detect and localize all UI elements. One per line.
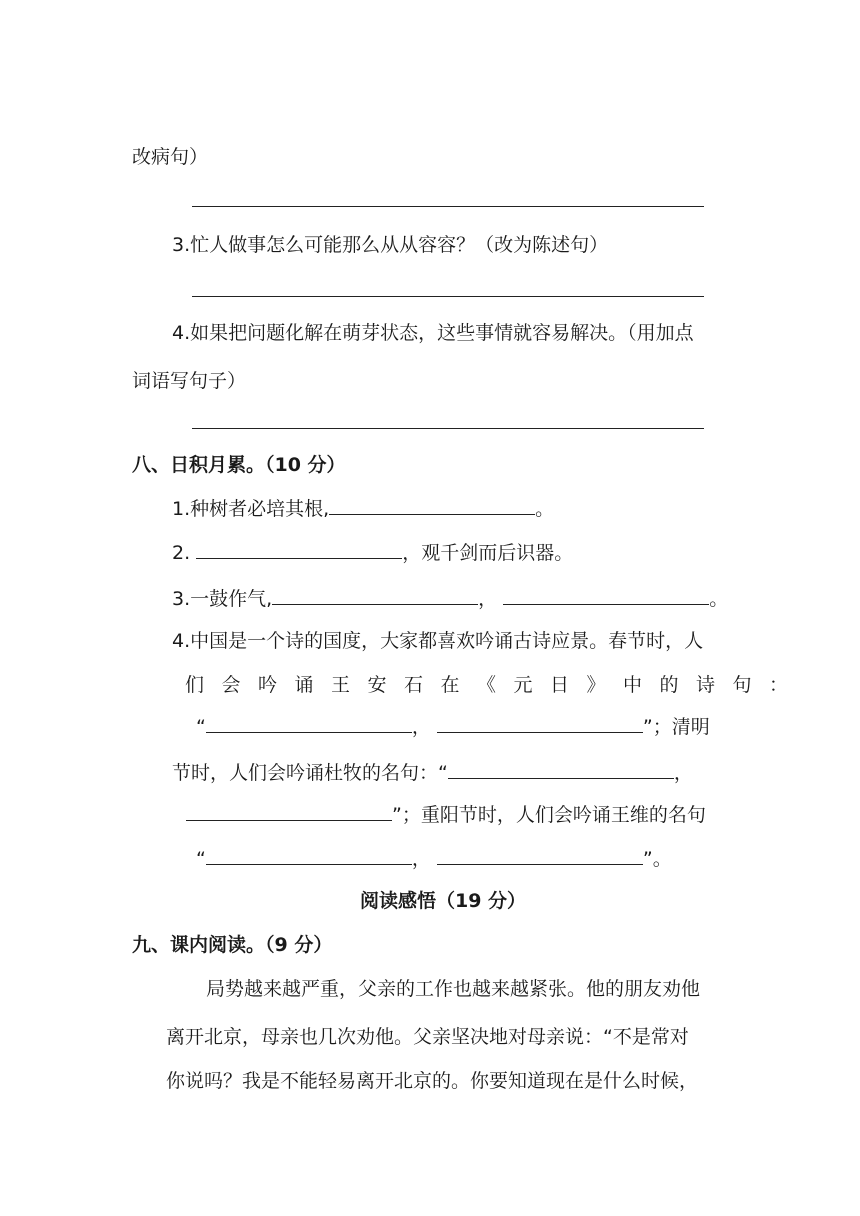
fill-blank[interactable] xyxy=(196,540,402,559)
fill-blank[interactable] xyxy=(437,714,643,733)
item-4-line3 xyxy=(196,714,710,740)
comma: ， xyxy=(673,762,693,784)
fill-blank[interactable] xyxy=(503,586,709,605)
item-2-text: ，观千剑而后识器。 xyxy=(402,542,574,564)
passage-line-1: 局势越来越严重，父亲的工作也越来越紧张。他的朋友劝他 xyxy=(206,978,701,1000)
q7-tail-line: 改病句） xyxy=(132,146,209,168)
answer-line[interactable] xyxy=(192,428,704,429)
open-quote: “ xyxy=(196,716,206,738)
passage-line-2: 离开北京，母亲也几次劝他。父亲坚决地对母亲说：“不是常对 xyxy=(166,1026,689,1048)
close-quote: ”。 xyxy=(642,848,672,870)
section-8-heading: 八、日积月累。（10 分） xyxy=(132,454,346,476)
reading-section-title: 阅读感悟（19 分） xyxy=(360,890,527,912)
item-1 xyxy=(172,496,554,522)
item-4-text: ”；清明 xyxy=(642,716,710,738)
item-2 xyxy=(172,540,573,566)
item-3 xyxy=(172,586,728,612)
answer-line[interactable] xyxy=(192,296,704,297)
item-4-line2: 们会吟诵王安石在《元日》中的诗句： xyxy=(185,674,806,696)
item-4-line5 xyxy=(186,802,706,828)
question-4-line1: 4.如果把问题化解在萌芽状态，这些事情就容易解决。（用加点 xyxy=(172,322,694,344)
fill-blank[interactable] xyxy=(206,846,412,865)
item-4-line6 xyxy=(196,846,672,872)
item-3-text: 3.一鼓作气, xyxy=(172,588,273,610)
fill-blank[interactable] xyxy=(329,496,535,515)
section-9-heading: 九、课内阅读。（9 分） xyxy=(132,934,333,956)
item-4-text: 节时，人们会吟诵杜牧的名句：“ xyxy=(172,762,448,784)
item-4-text: ”；重阳节时，人们会吟诵王维的名句 xyxy=(392,804,706,826)
passage-line-3: 你说吗？我是不能轻易离开北京的。你要知道现在是什么时候， xyxy=(166,1070,699,1092)
fill-blank[interactable] xyxy=(448,760,674,779)
comma: ， xyxy=(411,716,431,738)
period: 。 xyxy=(709,588,729,610)
comma: ， xyxy=(411,848,431,870)
item-4-line1: 4.中国是一个诗的国度，大家都喜欢吟诵古诗应景。春节时，人 xyxy=(172,630,704,652)
fill-blank[interactable] xyxy=(437,846,643,865)
question-4-line2: 词语写句子） xyxy=(132,370,247,392)
item-2-number: 2. xyxy=(172,542,191,564)
fill-blank[interactable] xyxy=(272,586,478,605)
answer-line[interactable] xyxy=(192,206,704,207)
item-1-text: 1.种树者必培其根, xyxy=(172,498,330,520)
question-3: 3.忙人做事怎么可能那么从从容容？（改为陈述句） xyxy=(172,234,609,256)
fill-blank[interactable] xyxy=(206,714,412,733)
fill-blank[interactable] xyxy=(186,802,392,821)
comma: ， xyxy=(478,588,498,610)
item-4-line4 xyxy=(172,760,693,786)
open-quote: “ xyxy=(196,848,206,870)
period: 。 xyxy=(535,498,555,520)
